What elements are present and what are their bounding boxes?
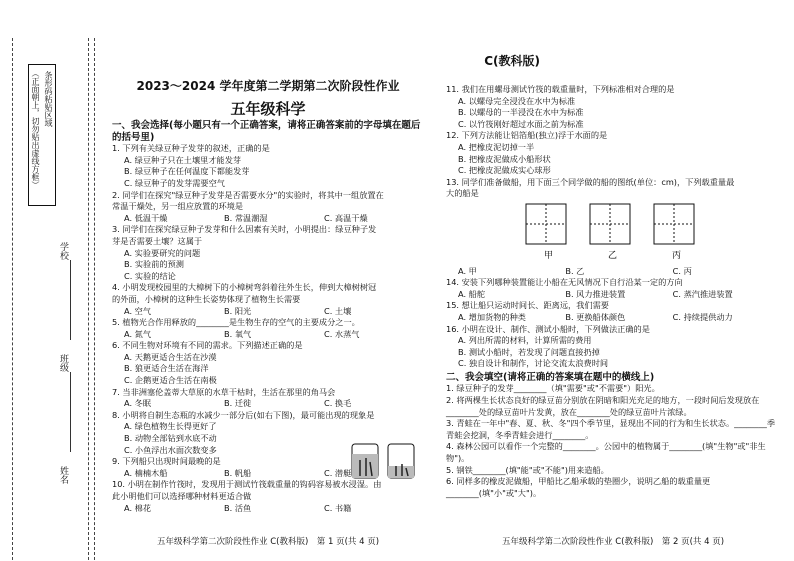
option[interactable]: C. 水蒸气 xyxy=(324,328,360,339)
option[interactable]: B. 测试小船时，若发现了问题直接扔掉 xyxy=(458,346,600,357)
option[interactable]: B. 实验前的预测 xyxy=(124,259,184,270)
option-row xyxy=(446,312,780,324)
class-label: 班级 xyxy=(58,354,68,372)
option[interactable]: A. 天鹅更适合生活在沙漠 xyxy=(124,351,217,362)
section-1-heading: 一、我会选择(每小题只有一个正确答案，请将正确答案前的字母填在题后的括号里) xyxy=(112,120,421,143)
boat-blueprint xyxy=(590,204,630,244)
option[interactable]: B. 更换船体颜色 xyxy=(565,311,626,322)
question-text: 14. 安装下列哪种装置能让小船在无风情况下自行沿某一定的方向 xyxy=(446,277,683,288)
boat-label: 丙 xyxy=(672,250,682,261)
question-text: 13. 同学们准备做船，用下面三个同学做的船的图纸(单位：cm)，下列载重量最大的船是 xyxy=(446,176,735,199)
footer-page-2: 五年级科学第二次阶段性作业 C(教科版) 第 2 页(共 4 页) xyxy=(501,537,725,547)
barcode-title: 条形码粘贴区域 xyxy=(44,71,53,127)
question-text: 9. 下列船只出现时间最晚的是 xyxy=(112,456,221,467)
option[interactable]: B. 常温潮湿 xyxy=(224,212,268,223)
question-text: 10. 小明在制作竹筏时，发现用于测试竹筏载重量的钩码容易被水浸湿。由此小明他们可以选择哪种材料更适合做 xyxy=(112,479,382,501)
fill-blank-item[interactable]: 3. 青蛙在一年中"春、夏、秋、冬"四个季节里，显现出不同的行为和生长状态。________季青蛙会挖洞，冬季青蛙会进行________。 xyxy=(446,418,776,440)
option-row xyxy=(446,289,780,301)
option[interactable]: B. 风力推进装置 xyxy=(565,288,626,299)
binding-strip xyxy=(10,38,98,560)
question-text: 5. 植物光合作用释放的________是生物生存的空气的主要成分之一。 xyxy=(112,317,360,328)
question-text: 11. 我们在用螺母测试竹筏的载重量时，下列标准相对合理的是 xyxy=(446,84,675,94)
option[interactable]: A. 以螺母完全浸没在水中为标准 xyxy=(458,95,576,106)
fill-blank-item[interactable]: 1. 绿豆种子的发芽________（填"需要"或"不需要"）阳光。 xyxy=(446,383,660,394)
fill-blank-item[interactable]: 2. 将两棵生长状态良好的绿豆苗分别放在阴暗和阳光充足的地方，一段时间后发现放在________处的绿豆苗叶片发黄，放在________处的绿豆苗叶片浓绿。 xyxy=(446,395,760,417)
name-label: 姓名 xyxy=(58,466,68,484)
option[interactable]: A. 氮气 xyxy=(124,328,152,339)
option-row xyxy=(446,266,780,278)
option[interactable]: A. 绿色植物生长得更好了 xyxy=(124,421,217,432)
option-row xyxy=(112,213,424,225)
option[interactable]: B. 乙 xyxy=(565,265,585,276)
option[interactable]: A. 船舵 xyxy=(458,288,486,299)
section-1-continued xyxy=(446,84,780,499)
question-text: 15. 想让船只运动时间长、距离远，我们需要 xyxy=(446,300,609,311)
option[interactable]: A. 低温干燥 xyxy=(124,212,168,223)
option[interactable]: C. 换毛 xyxy=(324,398,352,409)
question-text: 7. 当非洲塞伦盖蒂大草原的水草干枯时，生活在那里的角马会 xyxy=(112,386,336,397)
option-row xyxy=(112,503,424,515)
option[interactable]: C. 蒸汽推进装置 xyxy=(672,288,733,299)
option[interactable]: A. 空气 xyxy=(124,305,152,316)
option[interactable]: A. 楠楠木船 xyxy=(124,467,168,478)
option[interactable]: C. 土壤 xyxy=(324,305,352,316)
question-text: 12. 下列方法能让铝箔船(独立)浮于水面的是 xyxy=(446,130,608,141)
boat-blueprints-figure xyxy=(446,200,746,262)
barcode-area xyxy=(28,64,56,206)
boat-blueprint xyxy=(654,204,694,244)
option[interactable]: C. 实验的结论 xyxy=(124,270,176,281)
option[interactable]: C. 书籍 xyxy=(324,502,352,513)
option[interactable]: A. 增加货物的种类 xyxy=(458,311,526,322)
option[interactable]: A. 把橡皮泥切掉一半 xyxy=(458,141,535,152)
boat-blueprint xyxy=(526,204,566,244)
option[interactable]: C. 小鱼浮出水面次数变多 xyxy=(124,444,217,455)
question-text: 4. 小明发现校园里的大樟树下的小樟树弯斜着往外生长，伸到大樟树树冠的外面，小樟树的这种生长姿势体现了植物生长需要 xyxy=(112,282,377,304)
edition-label: C(教科版) xyxy=(484,54,540,68)
ecosystem-bottle-figure xyxy=(348,440,420,480)
option[interactable]: C. 企鹅更适合生活在南极 xyxy=(124,375,217,386)
school-line xyxy=(70,260,71,340)
option[interactable]: C. 丙 xyxy=(672,265,692,276)
question-text: 3. 同学们在探究绿豆种子发芽和什么因素有关时，小明提出：绿豆种子发芽是否需要土壤？这属于 xyxy=(112,224,377,246)
boat-label: 甲 xyxy=(544,250,554,261)
option-row xyxy=(112,329,424,341)
option[interactable]: A. 绿豆种子只在土壤里才能发芽 xyxy=(124,154,242,165)
option[interactable]: B. 绿豆种子在任何温度下都能发芽 xyxy=(124,166,250,177)
school-label: 学校 xyxy=(58,242,68,260)
footer-page-1: 五年级科学第二次阶段性作业 C(教科版) 第 1 页(共 4 页) xyxy=(156,537,380,547)
option[interactable]: C. 持续提供动力 xyxy=(672,311,733,322)
option[interactable]: B. 帆船 xyxy=(224,467,252,478)
question-text: 6. 不同生物对环境有不同的需求。下列描述正确的是 xyxy=(112,340,303,351)
option[interactable]: A. 列出所需的材料，计算所需的费用 xyxy=(458,335,592,346)
option[interactable]: B. 动物全部钻到水底不动 xyxy=(124,433,217,444)
option[interactable]: B. 以螺母的一半浸没在水中为标准 xyxy=(458,107,584,118)
fill-blank-item[interactable]: 6. 同样多的橡皮泥做船，甲船比乙船承载的垫圈少，说明乙船的载重量更________(填"小"或"大")。 xyxy=(446,476,711,498)
option[interactable]: C. 独自设计和制作，讨论交流太浪费时间 xyxy=(458,358,609,369)
barcode-note: （正面朝上，切勿贴出虚线方框） xyxy=(31,69,40,189)
question-text: 2. 同学们在探究"绿豆种子发芽是否需要水分"的实验时，将其中一组放置在常温干燥处，另一组应放置的环境是 xyxy=(112,189,384,212)
page-2 xyxy=(446,0,780,561)
option[interactable]: A. 棉花 xyxy=(124,502,152,513)
fill-blank-item[interactable]: 5. 钢铁________(填"能"或"不能")用来造船。 xyxy=(446,464,609,475)
option[interactable]: C. 绿豆种子的发芽需要空气 xyxy=(124,177,225,188)
option[interactable]: B. 迁徙 xyxy=(224,398,252,409)
option[interactable]: C. 把橡皮泥做成实心球形 xyxy=(458,165,551,176)
option[interactable]: B. 把橡皮泥做成小船形状 xyxy=(458,153,551,164)
option[interactable]: C. 高温干燥 xyxy=(324,212,368,223)
question-text: 16. 小明在设计、制作、测试小船时，下列做法正确的是 xyxy=(446,323,650,334)
subject-title: 五年级科学 xyxy=(230,100,306,118)
term-title: 2023～2024 学年度第二学期第二次阶段性作业 xyxy=(136,79,400,93)
option[interactable]: C. 以竹筏刚好超过水面之前为标准 xyxy=(458,118,584,129)
option[interactable]: B. 阳光 xyxy=(224,305,252,316)
question-text: 1. 下列有关绿豆种子发芽的叙述，正确的是 xyxy=(112,143,270,154)
option-row xyxy=(112,306,424,318)
option[interactable]: A. 冬眠 xyxy=(124,398,152,409)
option[interactable]: B. 活鱼 xyxy=(224,502,252,513)
class-line xyxy=(70,372,71,452)
option[interactable]: C. 潜艇 xyxy=(324,467,352,478)
option[interactable]: A. 实验要研究的问题 xyxy=(124,247,201,258)
section-2-heading: 二、我会填空(请将正确的答案填在题中的横线上) xyxy=(446,371,655,383)
option-row xyxy=(112,398,424,410)
boat-figure-wrap xyxy=(446,200,780,266)
option[interactable]: A. 甲 xyxy=(458,265,477,276)
boat-label: 乙 xyxy=(608,250,618,261)
question-text: 8. 小明将自制生态瓶的水减少一部分后(如右下图)，最可能出现的现象是 xyxy=(112,409,375,420)
option[interactable]: B. 狼更适合生活在海洋 xyxy=(124,363,209,374)
option[interactable]: B. 氧气 xyxy=(224,328,252,339)
fill-blank-item[interactable]: 4. 森林公园可以看作一个完整的________。公园中的植物属于________(填"生物"或"非生物")。 xyxy=(446,441,766,464)
